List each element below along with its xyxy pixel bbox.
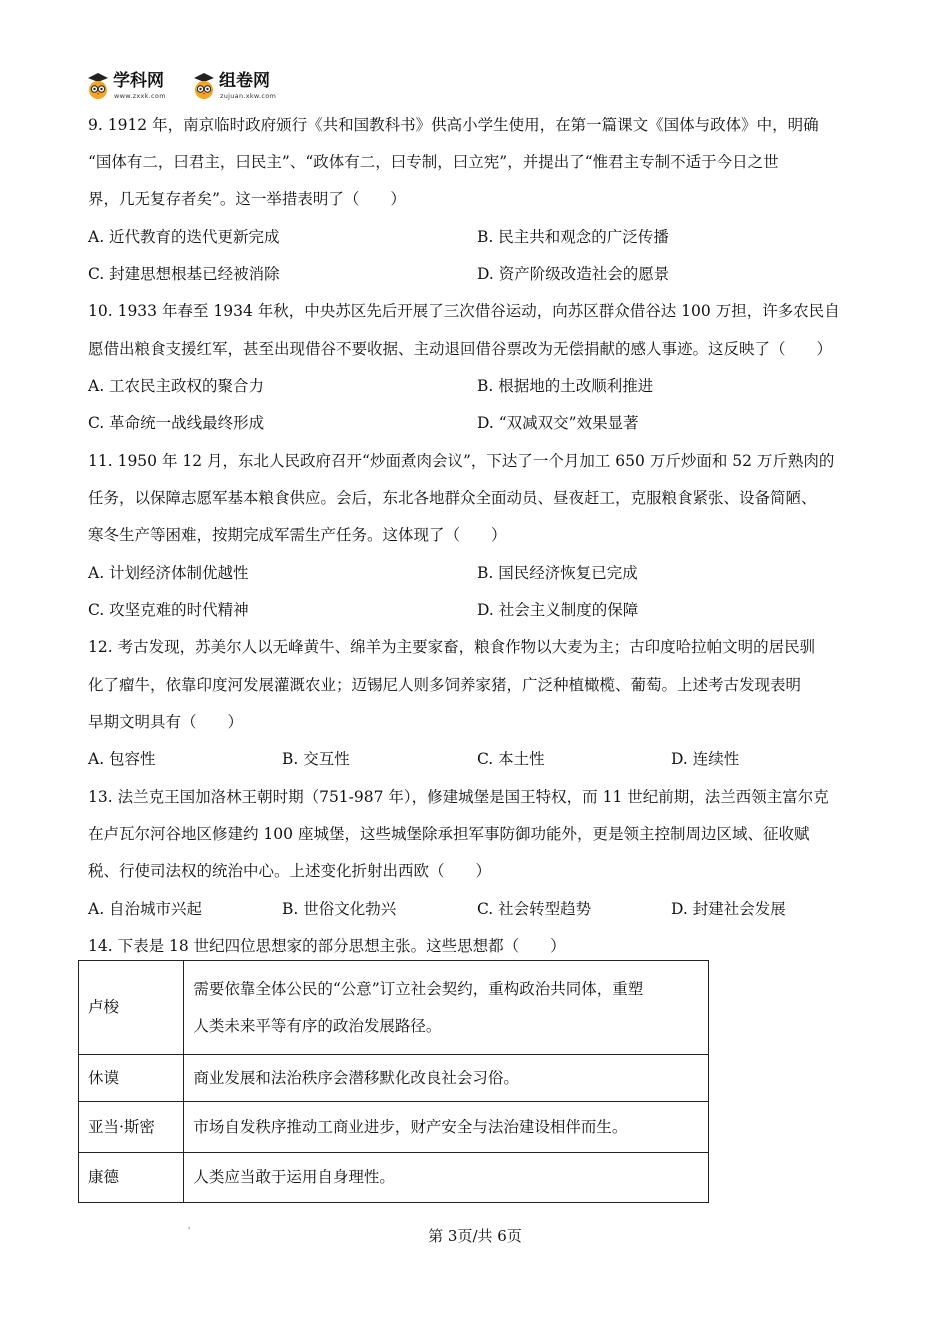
- question-11-option-b[interactable]: B. 国民经济恢复已完成: [477, 564, 638, 582]
- question-13-option-c[interactable]: C. 社会转型趋势: [477, 900, 592, 918]
- question-12-line-1: 12. 考古发现，苏美尔人以无峰黄牛、绵羊为主要家畜，粮食作物以大麦为主；古印度哈拉帕文明的居民驯: [88, 638, 816, 656]
- thinker-idea-line: 人类未来平等有序的政治发展路径。: [193, 1016, 442, 1035]
- question-9-option-d[interactable]: D. 资产阶级改造社会的愿景: [477, 265, 670, 283]
- question-13-line-2: 在卢瓦尔河谷地区修建约 100 座城堡，这些城堡除承担军事防御功能外，更是领主控制周边区域、征收赋: [88, 825, 810, 843]
- stray-mark: ': [188, 1226, 191, 1235]
- table-row: [79, 1055, 709, 1102]
- owl-mascot-icon: [192, 72, 216, 100]
- zujuan-logo-name: 组卷网: [219, 71, 270, 91]
- table-row: [79, 1153, 709, 1203]
- question-11-option-c[interactable]: C. 攻坚克难的时代精神: [88, 601, 249, 619]
- thinker-idea-cell: [184, 1153, 709, 1203]
- question-11-line-3: 寒冬生产等困难，按期完成军需生产任务。这体现了（ ）: [88, 526, 507, 544]
- page-footer: 第 3页/共 6页: [428, 1227, 522, 1245]
- question-10-option-d[interactable]: D. “双减双交”效果显著: [477, 414, 639, 432]
- question-10-option-c[interactable]: C. 革命统一战线最终形成: [88, 414, 265, 432]
- question-10-line-2: 愿借出粮食支援红军，甚至出现借谷不要收据、主动退回借谷票改为无偿捐献的感人事迹。这反映了（ ）: [88, 340, 833, 358]
- table-row: [79, 1102, 709, 1153]
- question-13-option-d[interactable]: D. 封建社会发展: [671, 900, 786, 918]
- question-13-line-1: 13. 法兰克王国加洛林王朝时期（751-987 年），修建城堡是国王特权，而 11 世纪前期，法兰西领主富尔克: [88, 788, 829, 806]
- question-9-option-c[interactable]: C. 封建思想根基已经被消除: [88, 265, 280, 283]
- question-9-option-b[interactable]: B. 民主共和观念的广泛传播: [477, 228, 669, 246]
- xueke-logo-domain: www.zxxk.com: [114, 92, 166, 100]
- question-12-option-b[interactable]: B. 交互性: [282, 750, 350, 768]
- question-9-line-3: 界，几无复存者矣”。这一举措表明了（ ）: [88, 190, 406, 208]
- question-9-line-2: “国体有二，曰君主，曰民主”、“政体有二，曰专制，曰立宪”，并提出了“惟君主专制不适于今日之世: [88, 153, 779, 171]
- thinker-name-cell: 休谟: [79, 1055, 184, 1102]
- question-12-line-2: 化了瘤牛，依靠印度河发展灌溉农业；迈锡尼人则多饲养家猪，广泛种植橄榄、葡萄。上述考古发现表明: [88, 676, 802, 694]
- question-12-option-c[interactable]: C. 本土性: [477, 750, 545, 768]
- question-11-option-d[interactable]: D. 社会主义制度的保障: [477, 601, 639, 619]
- question-10-line-1: 10. 1933 年春至 1934 年秋，中央苏区先后开展了三次借谷运动，向苏区群众借谷达 100 万担，许多农民自: [88, 302, 840, 320]
- question-10-option-a[interactable]: A. 工农民主政权的聚合力: [88, 377, 265, 395]
- table-row: [79, 961, 709, 1055]
- question-11-line-2: 任务，以保障志愿军基本粮食供应。会后，东北各地群众全面动员、昼夜赶工，克服粮食紧张、设备简陋、: [88, 489, 817, 507]
- owl-mascot-icon: [86, 72, 110, 100]
- zujuan-logo-domain: zujuan.xkw.com: [220, 92, 277, 100]
- question-9-line-1: 9. 1912 年，南京临时政府颁行《共和国教科书》供高小学生使用，在第一篇课文《国体与政体》中，明确: [88, 116, 819, 134]
- question-13-option-b[interactable]: B. 世俗文化勃兴: [282, 900, 397, 918]
- thinker-idea-line: 商业发展和法治秩序会潜移默化改良社会习俗。: [193, 1068, 519, 1087]
- question-12-option-d[interactable]: D. 连续性: [671, 750, 740, 768]
- thinkers-table: [78, 960, 709, 1203]
- thinker-idea-line: 需要依靠全体公民的“公意”订立社会契约，重构政治共同体，重塑: [193, 979, 644, 998]
- thinker-idea-line: 人类应当敢于运用自身理性。: [193, 1168, 395, 1186]
- question-13-option-a[interactable]: A. 自治城市兴起: [88, 900, 203, 918]
- thinker-idea-cell: [184, 1055, 709, 1102]
- thinker-name-cell: 亚当·斯密: [79, 1102, 184, 1153]
- question-13-line-3: 税、行使司法权的统治中心。上述变化折射出西欧（ ）: [88, 862, 492, 880]
- thinker-name-cell: 康德: [79, 1153, 184, 1203]
- thinker-idea-cell: [184, 1102, 709, 1153]
- thinker-idea-line: 市场自发秩序推动工商业进步，财产安全与法治建设相伴而生。: [193, 1117, 628, 1136]
- question-9-option-a[interactable]: A. 近代教育的迭代更新完成: [88, 228, 280, 246]
- question-10-option-b[interactable]: B. 根据地的土改顺利推进: [477, 377, 654, 395]
- xueke-logo-name: 学科网: [113, 71, 164, 91]
- question-12-line-3: 早期文明具有（ ）: [88, 713, 244, 731]
- thinker-name-cell: 卢梭: [79, 961, 184, 1055]
- question-14-line-1: 14. 下表是 18 世纪四位思想家的部分思想主张。这些思想都（ ）: [88, 937, 566, 955]
- question-11-line-1: 11. 1950 年 12 月，东北人民政府召开“炒面煮肉会议”，下达了一个月加工 650 万斤炒面和 52 万斤熟肉的: [88, 452, 835, 470]
- question-11-option-a[interactable]: A. 计划经济体制优越性: [88, 564, 249, 582]
- question-12-option-a[interactable]: A. 包容性: [88, 750, 156, 768]
- thinker-idea-cell: [184, 961, 709, 1055]
